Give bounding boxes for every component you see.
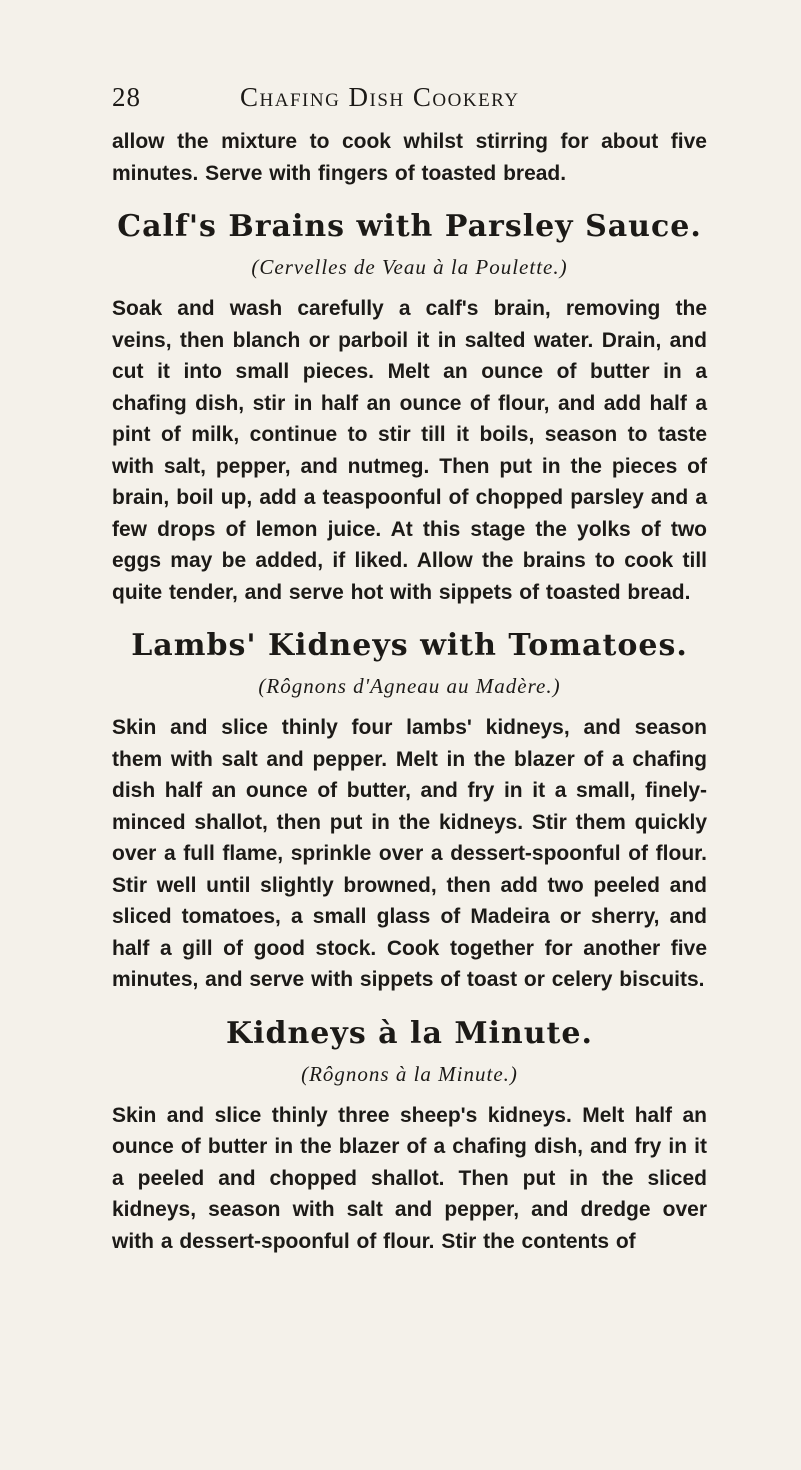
recipe-body: Soak and wash carefully a calf's brain, removing the veins, then blanch or parboil it in salted water. Drain, and cut it into small pieces. Melt an ounce of butter in a chafing dish, stir in half an ounce of flour, and add half a pint of milk, continue to stir till it boils, season to taste with salt, pepper, and nutmeg. Then put in the pieces of brain, boil up, add a teaspoonful of chopped parsley and a few drops of lemon juice. At this stage the yolks of two eggs may be added, if liked. Allow the brains to cook till quite tender, and serve hot with sippets of toasted bread. — [112, 297, 707, 604]
recipe-body: Skin and slice thinly three sheep's kidneys. Melt half an ounce of butter in the blazer of a chafing dish, and fry in it a peeled and chopped shallot. Then put in the sliced kidneys, season with salt and pepper, and dredge over with a dessert-spoonful of flour. Stir the contents of — [112, 1103, 707, 1253]
recipe-calfs-brains — [112, 207, 707, 608]
recipe-subtitle: (Rôgnons à la Minute.) — [301, 1061, 518, 1086]
recipe-title: Kidneys à la Minute. — [226, 1015, 593, 1051]
recipe-lambs-kidneys — [112, 626, 707, 996]
page-number: 28 — [112, 82, 141, 112]
recipe-subtitle: (Rôgnons d'Agneau au Madère.) — [258, 674, 561, 698]
book-title: Chafing Dish Cookery — [240, 82, 520, 112]
recipe-body: Skin and slice thinly four lambs' kidneys, and season them with salt and pepper. Melt in the blazer of a chafing dish half an ounce of butter, and fry in it a small, finely-minced shallot, then put in the kidneys. Stir them quickly over a full flame, sprinkle over a dessert-spoonful of flour. Stir well until slightly browned, then add two peeled and sliced tomatoes, a small glass of Madeira or sherry, and half a gill of good stock. Cook together for another five minutes, and serve with sippets of toast or celery biscuits. — [112, 716, 707, 991]
continuation-paragraph: allow the mixture to cook whilst stirring for about five minutes. Serve with fingers of toasted bread. — [112, 130, 707, 185]
recipe-subtitle: (Cervelles de Veau à la Poulette.) — [251, 255, 568, 279]
recipe-kidneys-a-la-minute — [112, 1014, 707, 1258]
recipe-title: Lambs' Kidneys with Tomatoes. — [131, 628, 688, 663]
running-head — [112, 60, 707, 126]
recipe-title: Calf's Brains with Parsley Sauce. — [117, 209, 702, 244]
